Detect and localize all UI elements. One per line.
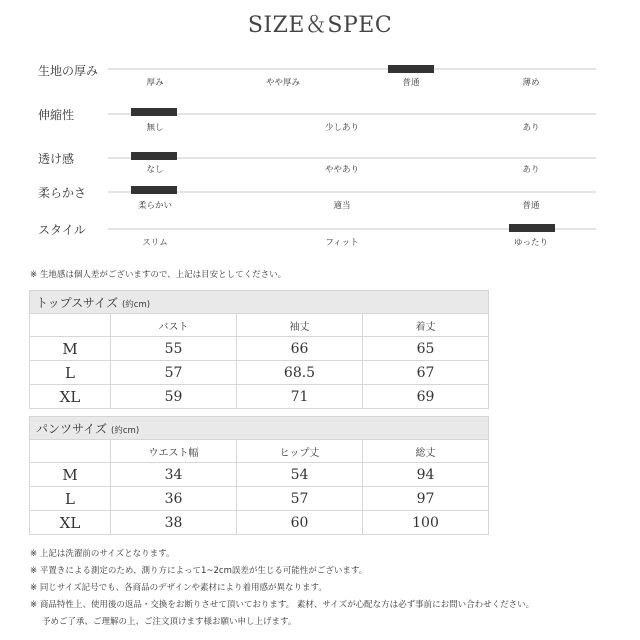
spec-option: やや厚み bbox=[265, 78, 301, 88]
note-line: 予めご了承、ご理解の上、ご注文頂けます様お願い申し上げます。 bbox=[42, 617, 297, 627]
spec-option: ややあり bbox=[324, 165, 360, 175]
value-cell: 66 bbox=[237, 337, 363, 361]
value-cell: 65 bbox=[363, 337, 489, 361]
table-row bbox=[30, 361, 489, 385]
value-cell: 94 bbox=[363, 463, 489, 487]
spec-label-stretch: 伸縮性 bbox=[38, 108, 75, 122]
table-header: ウエスト幅 bbox=[111, 440, 237, 463]
spec-option: あり bbox=[522, 165, 540, 175]
pants-size-table bbox=[29, 416, 489, 535]
table-header-corner bbox=[30, 440, 111, 463]
pants-unit: (約cm) bbox=[111, 425, 140, 436]
spec-indicator-thickness bbox=[388, 65, 434, 73]
table-row bbox=[30, 463, 489, 487]
table-header: 総丈 bbox=[363, 440, 489, 463]
size-cell: XL bbox=[30, 511, 111, 535]
spec-option: なし bbox=[146, 165, 164, 175]
tops-caption-text: トップスサイズ bbox=[36, 295, 118, 310]
value-cell: 55 bbox=[111, 337, 237, 361]
size-cell: XL bbox=[30, 385, 111, 409]
value-cell: 69 bbox=[363, 385, 489, 409]
spec-option: 普通 bbox=[522, 201, 540, 211]
table-header-corner bbox=[30, 314, 111, 337]
pants-caption bbox=[30, 417, 489, 440]
spec-indicator-softness bbox=[131, 186, 177, 194]
spec-label-softness: 柔らかさ bbox=[38, 186, 87, 200]
pants-caption-text: パンツサイズ bbox=[36, 421, 108, 436]
spec-track-softness bbox=[108, 191, 596, 193]
spec-option: 無し bbox=[146, 123, 164, 133]
note-line: ※ 同じサイズ記号でも、各商品のデザインや素材により着用感が異なります。 bbox=[30, 583, 327, 593]
table-row bbox=[30, 337, 489, 361]
spec-track-sheer bbox=[108, 157, 596, 159]
value-cell: 68.5 bbox=[237, 361, 363, 385]
value-cell: 100 bbox=[363, 511, 489, 535]
spec-option: あり bbox=[522, 123, 540, 133]
value-cell: 34 bbox=[111, 463, 237, 487]
spec-indicator-sheer bbox=[131, 152, 177, 160]
spec-track-thickness bbox=[108, 68, 596, 70]
spec-option: 薄め bbox=[522, 78, 540, 88]
size-cell: M bbox=[30, 337, 111, 361]
spec-option: 適当 bbox=[333, 201, 351, 211]
table-row bbox=[30, 385, 489, 409]
value-cell: 59 bbox=[111, 385, 237, 409]
spec-option: フィット bbox=[325, 238, 359, 248]
spec-label-thickness: 生地の厚み bbox=[38, 64, 99, 78]
spec-indicator-style bbox=[509, 224, 555, 232]
tops-unit: (約cm) bbox=[121, 299, 151, 310]
table-header: 袖丈 bbox=[237, 314, 363, 337]
table-row bbox=[30, 487, 489, 511]
spec-option: 柔らかい bbox=[137, 201, 173, 211]
spec-option: スリム bbox=[142, 238, 168, 248]
spec-track-stretch bbox=[108, 113, 596, 115]
page-title: SIZE＆SPEC bbox=[247, 13, 393, 38]
table-header: ヒップ丈 bbox=[237, 440, 363, 463]
value-cell: 60 bbox=[237, 511, 363, 535]
spec-option: 厚み bbox=[146, 78, 164, 88]
table-row bbox=[30, 511, 489, 535]
table-header: バスト bbox=[111, 314, 237, 337]
value-cell: 67 bbox=[363, 361, 489, 385]
note-line: ※ 上記は洗濯前のサイズとなります。 bbox=[30, 549, 175, 559]
fabric-note: ※ 生地感は個人差がございますので、上記は目安としてください。 bbox=[30, 270, 287, 280]
note-line: ※ 平置きによる測定のため、測り方によって1~2cm誤差が生じる可能性がございます。 bbox=[30, 566, 368, 576]
tops-size-table bbox=[29, 290, 489, 409]
value-cell: 97 bbox=[363, 487, 489, 511]
size-cell: L bbox=[30, 361, 111, 385]
size-cell: M bbox=[30, 463, 111, 487]
size-cell: L bbox=[30, 487, 111, 511]
table-header: 着丈 bbox=[363, 314, 489, 337]
value-cell: 57 bbox=[111, 361, 237, 385]
spec-label-style: スタイル bbox=[38, 223, 86, 237]
value-cell: 38 bbox=[111, 511, 237, 535]
spec-option: ゆったり bbox=[514, 238, 548, 248]
tops-caption bbox=[30, 291, 489, 314]
value-cell: 71 bbox=[237, 385, 363, 409]
value-cell: 57 bbox=[237, 487, 363, 511]
value-cell: 36 bbox=[111, 487, 237, 511]
spec-option: 少しあり bbox=[324, 123, 360, 133]
value-cell: 54 bbox=[237, 463, 363, 487]
spec-indicator-stretch bbox=[131, 108, 177, 116]
note-line: ※ 商品特性上、使用後の返品・交換をお断りさせて頂いております。 素材、サイズが心配な方は必ず事前にお問い合わせください。 bbox=[30, 600, 535, 610]
spec-label-sheer: 透け感 bbox=[38, 152, 75, 166]
spec-option: 普通 bbox=[402, 78, 420, 88]
